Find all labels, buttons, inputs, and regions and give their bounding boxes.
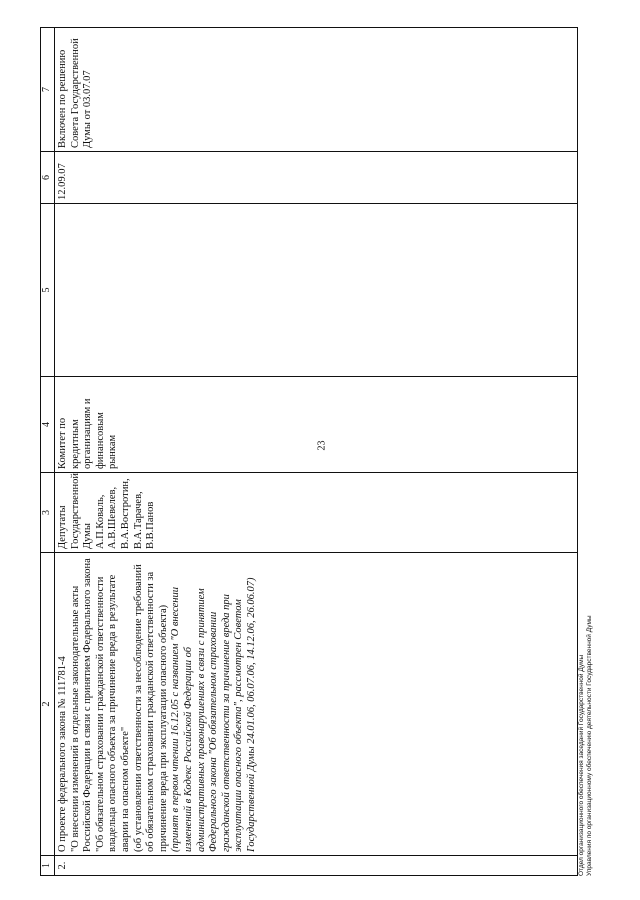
footer-line-2: Управления по организационному обеспечению деятельности Государственной Думы xyxy=(586,615,593,876)
column-5-cell xyxy=(55,204,578,377)
column-header-6: 6 xyxy=(41,152,55,204)
table-row xyxy=(55,28,578,876)
bill-description-cell xyxy=(55,553,578,856)
decision-cell: Включен по решению Совета Государственной Думы от 03.07.07 xyxy=(55,28,578,152)
column-header-5: 5 xyxy=(41,204,55,377)
column-header-3: 3 xyxy=(41,473,55,553)
bill-title: О проекте федерального закона № 111781-4 xyxy=(57,656,68,852)
footer-line-1: Отдел организационного обеспечения заседаний Государственной Думы xyxy=(578,654,585,876)
row-number: 2. xyxy=(55,856,578,876)
column-header-1: 1 xyxy=(41,856,55,876)
bill-history-note: (принят в первом чтении 16.12.05 с названием "О внесении изменений в Кодекс Российской Федерации об административных правонарушениях в связи с принятием Федерального закона "Об обязательном страховании гражданской ответственности за причинение вреда при эксплуатации опасного объекта", рассмотрен Советом Государственной Думы 24.01.06, 06.07.06, 14.12.06, 26.06.07) xyxy=(170,577,257,852)
footer xyxy=(578,615,594,876)
committee-cell: Комитет по кредитным организациям и финансовым рынкам xyxy=(55,377,578,473)
date-cell: 12.09.07 xyxy=(55,152,578,204)
rotated-page-content xyxy=(40,28,600,876)
column-header-7: 7 xyxy=(41,28,55,152)
authors-cell: Депутаты Государственной Думы А.П.Коваль, А.В.Шевелев, В.А.Вострoтин, В.А.Тарачев, В.В.Панов xyxy=(55,473,578,553)
column-header-2: 2 xyxy=(41,553,55,856)
bill-purpose: (об установлении ответственности за несоблюдение требований об обязательном страховании гражданской ответственности за причинение вреда при эксплуатации опасного объекта) xyxy=(132,564,169,852)
page-number: 23 xyxy=(316,440,328,451)
table-header-row xyxy=(41,28,55,876)
column-header-4: 4 xyxy=(41,377,55,473)
agenda-table xyxy=(40,27,578,876)
bill-name: "О внесении изменений в отдельные законодательные акты Российской Федерации в связи с принятием Федерального закона "Об обязательном страховании гражданской ответственности владельца опасного объекта за причинение вреда в результате аварии на опасном объекте" xyxy=(69,558,131,852)
